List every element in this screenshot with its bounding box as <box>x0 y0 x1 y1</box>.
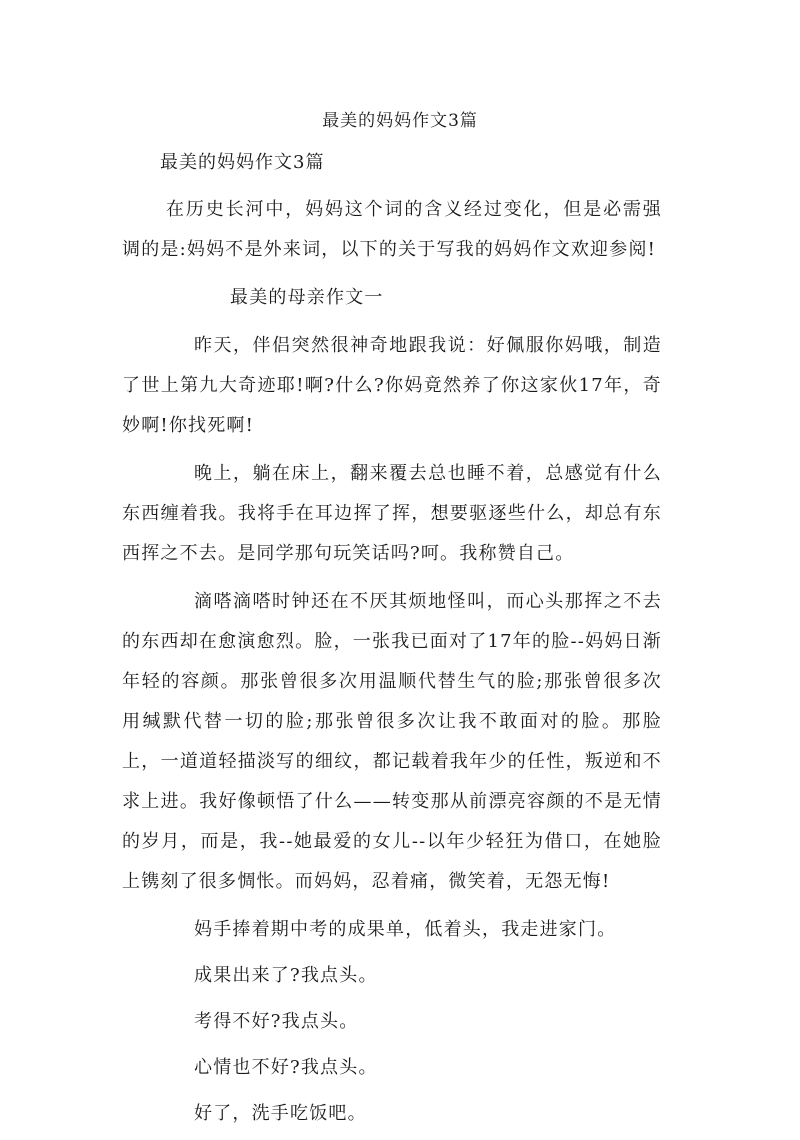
document-title: 最美的妈妈作文3篇 <box>322 111 478 131</box>
body-paragraph: 晚上，躺在床上，翻来覆去总也睡不着，总感觉有什么东西缠着我。我将手在耳边挥了挥，想要驱逐些什么，却总有东西挥之不去。是同学那句玩笑话吗?呵。我称赞自己。 <box>122 463 662 564</box>
body-paragraph: 昨天，伴侣突然很神奇地跟我说：好佩服你妈哦，制造了世上第九大奇迹耶!啊?什么?你妈竟然养了你这家伙17年，奇妙啊!你找死啊! <box>122 335 662 436</box>
document-subtitle: 最美的妈妈作文3篇 <box>160 152 325 173</box>
section-heading: 最美的母亲作文一 <box>230 287 384 308</box>
dialog-line: 考得不好?我点头。 <box>194 1011 359 1032</box>
dialog-line: 好了，洗手吃饭吧。 <box>194 1103 367 1124</box>
intro-paragraph: 在历史长河中，妈妈这个词的含义经过变化，但是必需强调的是:妈妈不是外来词，以下的关于写我的妈妈作文欢迎参阅! <box>122 199 662 260</box>
dialog-line: 成果出来了?我点头。 <box>194 965 378 986</box>
dialog-line: 妈手捧着期中考的成果单，低着头，我走进家门。 <box>194 919 617 940</box>
dialog-line: 心情也不好?我点头。 <box>194 1057 378 1078</box>
document-body <box>122 190 662 1140</box>
body-paragraph: 滴嗒滴嗒时钟还在不厌其烦地怪叫，而心头那挥之不去的东西却在愈演愈烈。脸，一张我已面对了17年的脸--妈妈日渐年轻的容颜。那张曾很多次用温顺代替生气的脸;那张曾很多次用缄默代替一切的脸;那张曾很多次让我不敢面对的脸。那脸上，一道道轻描淡写的细纹，都记载着我年少的任性，叛逆和不求上进。我好像顿悟了什么——转变那从前漂亮容颜的不是无情的岁月，而是，我--她最爱的女儿--以年少轻狂为借口，在她脸上镌刻了很多惆怅。而妈妈，忍着痛，微笑着，无怨无悔! <box>122 591 662 892</box>
